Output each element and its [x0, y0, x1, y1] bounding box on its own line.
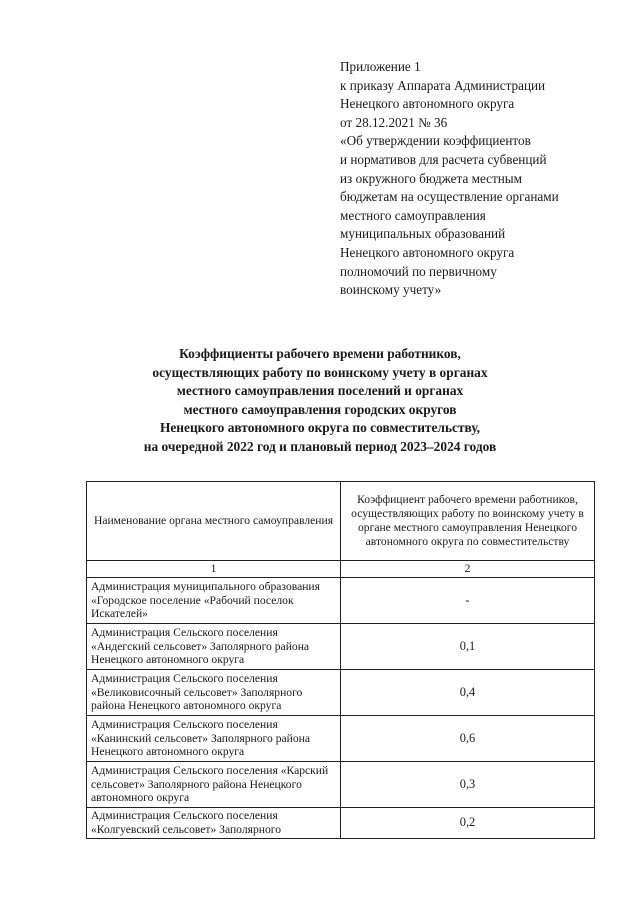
org-name-cell: Администрация Сельского поселения «Великовисочный сельсовет» Заполярного района Ненецкого автономного округа — [87, 670, 341, 716]
org-name-cell: Администрация Сельского поселения «Канинский сельсовет» Заполярного района Ненецкого автономного округа — [87, 716, 341, 762]
table-row — [87, 808, 595, 839]
coefficient-cell: 0,2 — [341, 808, 595, 839]
coefficient-cell: 0,6 — [341, 716, 595, 762]
appendix-line: Приложение 1 — [340, 59, 421, 74]
appendix-line: муниципальных образований — [340, 226, 506, 242]
coefficient-cell: - — [341, 578, 595, 624]
appendix-line: к приказу Аппарата Администрации — [340, 77, 546, 93]
table-row — [87, 762, 595, 808]
appendix-line: местного самоуправления — [340, 207, 486, 223]
title-line: осуществляющих работу по воинскому учету в органах — [152, 364, 488, 380]
column-index-row — [87, 561, 595, 578]
appendix-line: и нормативов для расчета субвенций — [340, 151, 547, 167]
appendix-line: Ненецкого автономного округа — [340, 244, 515, 260]
appendix-line: из окружного бюджета местным — [340, 170, 523, 186]
header-org-name: Наименование органа местного самоуправления — [87, 482, 341, 561]
title-line: местного самоуправления городских округов — [183, 401, 457, 417]
appendix-line: воинскому учету» — [340, 282, 442, 298]
table-row — [87, 578, 595, 624]
org-name-cell: Администрация Сельского поселения «Карский сельсовет» Заполярного района Ненецкого автономного округа — [87, 762, 341, 808]
appendix-line: бюджетам на осуществление органами — [340, 189, 559, 205]
title-line: Коэффициенты рабочего времени работников, — [179, 346, 461, 361]
coefficient-cell: 0,3 — [341, 762, 595, 808]
table-row — [87, 624, 595, 670]
document-title — [60, 345, 580, 457]
appendix-line: полномочий по первичному — [340, 263, 497, 279]
coefficients-table — [86, 481, 595, 839]
org-name-cell: Администрация муниципального образования «Городское поселение «Рабочий поселок Искателей» — [87, 578, 341, 624]
coefficient-cell: 0,1 — [341, 624, 595, 670]
table-header-row — [87, 482, 595, 561]
column-index: 2 — [341, 561, 595, 578]
title-line: местного самоуправления поселений и органах — [176, 383, 464, 399]
org-name-cell: Администрация Сельского поселения «Андегский сельсовет» Заполярного района Ненецкого автономного округа — [87, 624, 341, 670]
table-row — [87, 716, 595, 762]
coefficient-cell: 0,4 — [341, 670, 595, 716]
title-line: на очередной 2022 год и плановый период 2023–2024 годов — [143, 438, 497, 454]
appendix-line: от 28.12.2021 № 36 — [340, 114, 448, 130]
appendix-line: Ненецкого автономного округа — [340, 96, 515, 112]
title-line: Ненецкого автономного округа по совместительству, — [159, 420, 481, 436]
column-index: 1 — [87, 561, 341, 578]
appendix-line: «Об утверждении коэффициентов — [340, 133, 531, 149]
appendix-block — [340, 58, 630, 300]
header-coefficient: Коэффициент рабочего времени работников, осуществляющих работу по воинскому учету в органе местного самоуправления Ненецкого автономного округа по совместительству — [341, 482, 595, 561]
table-row — [87, 670, 595, 716]
org-name-cell: Администрация Сельского поселения «Колгуевский сельсовет» Заполярного — [87, 808, 341, 839]
